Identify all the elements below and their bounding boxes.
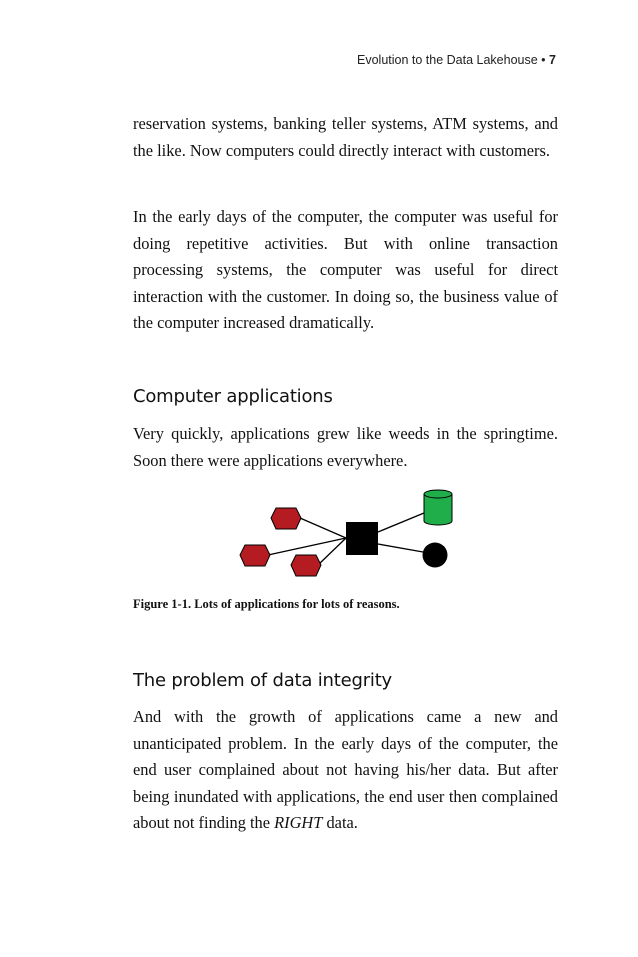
paragraph-4-text: And with the growth of applications came a new and unanticipated problem. In the early days of the computer, the end user complained about not having his/her data. But after being inundated with applications, the end user then complained about not finding the: [133, 707, 558, 832]
processing-hub-icon: [346, 522, 378, 555]
line-hub-to-database: [378, 513, 424, 532]
application-icon: [240, 545, 270, 566]
header-separator: •: [541, 53, 546, 67]
heading-data-integrity: The problem of data integrity: [133, 670, 393, 691]
paragraph-1: reservation systems, banking teller systems, ATM systems, and the like. Now computers could directly interact with customers.: [133, 114, 558, 160]
line-hub-to-terminal: [378, 544, 423, 552]
line-app-bottom-to-hub: [318, 538, 346, 565]
database-body: [424, 494, 452, 525]
page-number: 7: [549, 53, 556, 67]
paragraph-4: [133, 704, 558, 837]
running-title: Evolution to the Data Lakehouse: [357, 53, 538, 67]
paragraph-4-end: data.: [322, 813, 358, 832]
application-icon: [271, 508, 301, 529]
figure-caption: Figure 1-1. Lots of applications for lots of reasons.: [133, 597, 400, 611]
terminal-circle-icon: [423, 543, 448, 568]
applications-figure: [230, 485, 460, 585]
database-cylinder-icon: [424, 490, 452, 525]
paragraph-2: In the early days of the computer, the computer was useful for doing repetitive activities. But with online transaction processing systems, the computer was useful for direct interaction with the customer. In doing so, the business value of the computer increased dramatically.: [133, 207, 558, 332]
running-header: [357, 53, 556, 67]
heading-computer-applications: Computer applications: [133, 386, 333, 407]
line-app-left-to-hub: [268, 538, 346, 555]
paragraph-3: Very quickly, applications grew like weeds in the springtime. Soon there were applications everywhere.: [133, 424, 558, 470]
line-app-top-to-hub: [300, 518, 346, 538]
emphasis-right: RIGHT: [274, 813, 323, 832]
database-top: [424, 490, 452, 498]
application-icon: [291, 555, 321, 576]
